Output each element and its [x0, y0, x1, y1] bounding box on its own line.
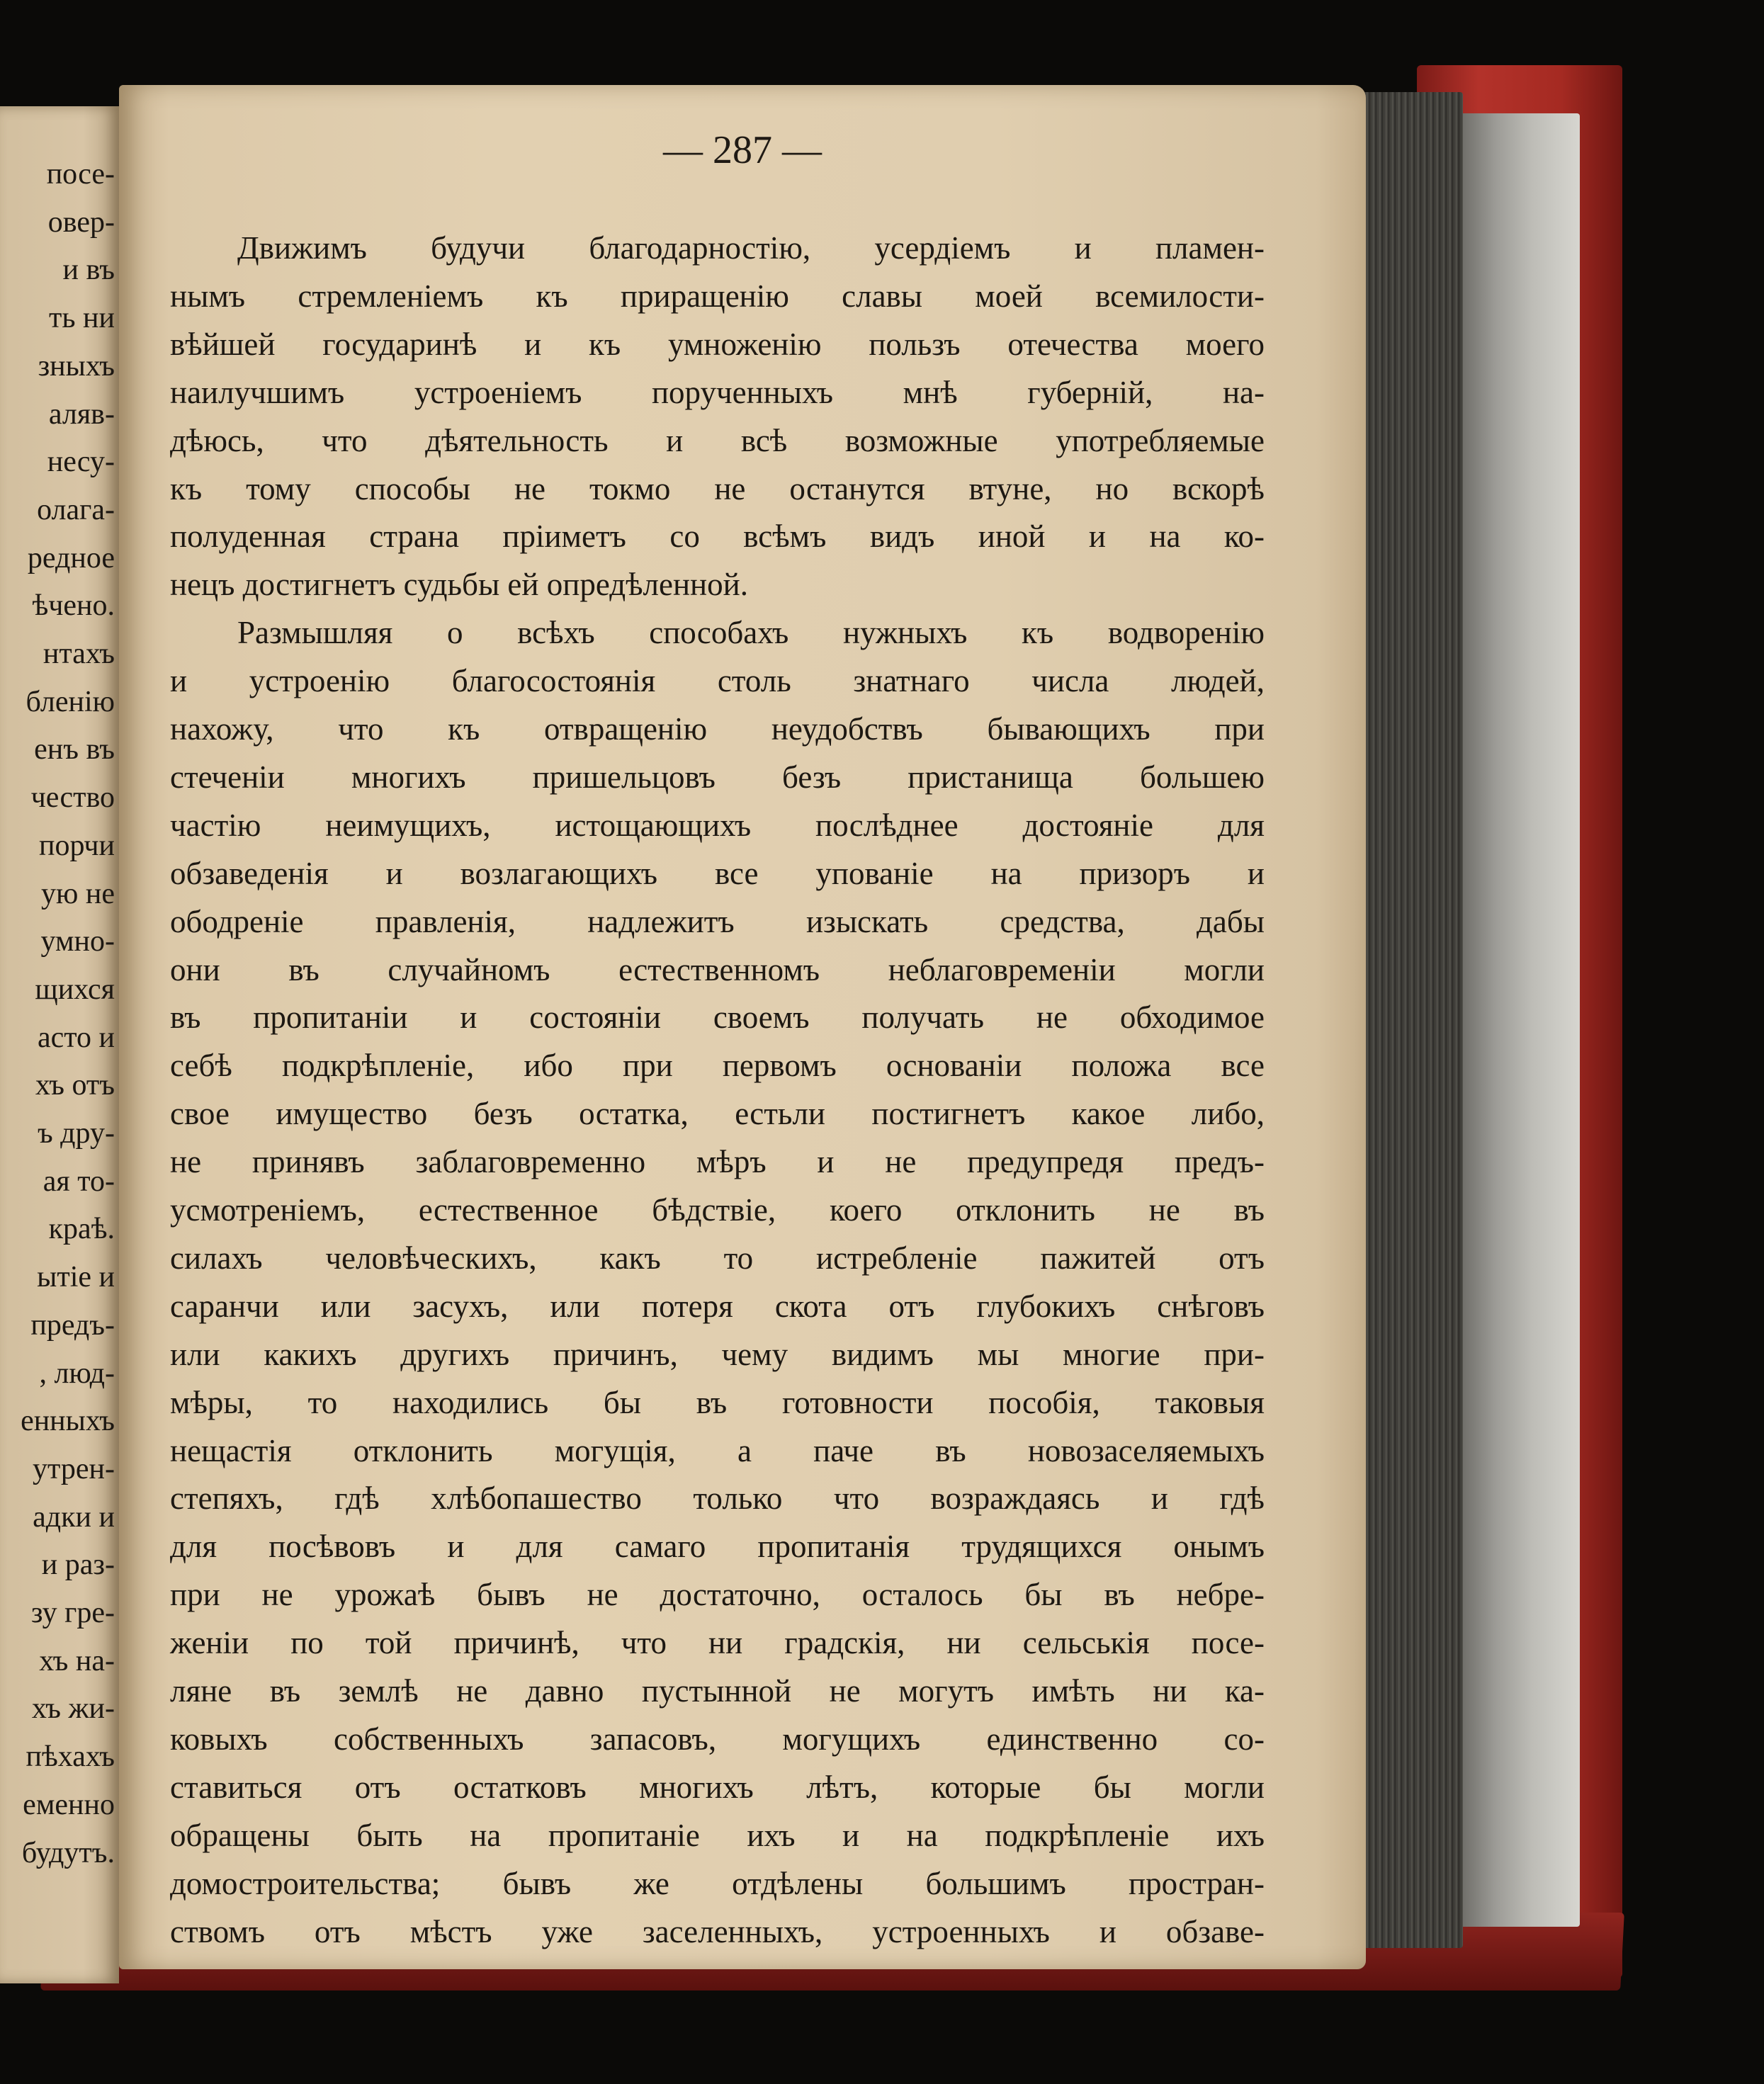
paragraph-first-line: Размышляя о всѣхъ способахъ нужныхъ къ водворенію — [237, 615, 1265, 651]
body-text-line: нецъ достигнетъ судьбы ей опредѣленной. — [170, 567, 748, 603]
left-page-line: порчи — [38, 829, 115, 862]
left-page-line: ъ дру- — [37, 1117, 115, 1150]
left-page-line: бленію — [26, 685, 115, 718]
body-text-line: не принявъ заблаговременно мѣръ и не предупредя предъ- — [170, 1144, 1265, 1180]
page-block-edge-light — [1459, 113, 1580, 1927]
body-text-line: нещастія отклонить могущія, а паче въ новозаселяемыхъ — [170, 1432, 1265, 1468]
body-text-line: полуденная страна пріиметъ со всѣмъ видъ иной и на ко- — [170, 519, 1265, 555]
left-page-line: еменно — [23, 1788, 115, 1821]
left-page-line: щихся — [35, 973, 115, 1006]
body-text-line: для посѣвовъ и для самаго пропитанія трудящихся онымъ — [170, 1529, 1265, 1565]
left-page-line: утрен- — [33, 1452, 115, 1485]
body-text-line: или какихъ другихъ причинъ, чему видимъ мы многие при- — [170, 1336, 1265, 1372]
left-page-line: адки и — [33, 1500, 115, 1534]
left-page-line: ая то- — [43, 1165, 115, 1198]
left-page-line: зу гре- — [30, 1597, 115, 1629]
body-text-line: наилучшимъ устроеніемъ порученныхъ мнѣ губерній, на- — [170, 374, 1265, 410]
left-page-line: будутъ. — [21, 1836, 115, 1869]
left-page-line: аляв- — [48, 397, 115, 431]
left-page-line: зныхъ — [38, 349, 115, 383]
left-page-line: и раз- — [41, 1548, 115, 1582]
body-text-line: усмотреніемъ, естественное бѣдствіе, коего отклонить не въ — [170, 1192, 1265, 1228]
body-text-line: свое имущество безъ остатка, естьли постигнетъ какое либо, — [170, 1096, 1265, 1132]
left-page-line: ую не — [41, 877, 115, 910]
left-page-line: несу- — [47, 446, 115, 479]
body-text-line: нымъ стремленіемъ къ приращенію славы моей всемилости- — [170, 278, 1265, 314]
left-page-line: овер- — [47, 205, 115, 239]
left-page-line: олага- — [37, 493, 115, 526]
left-page-line: енъ въ — [34, 733, 115, 766]
body-text-line: и устроенію благосостоянія столь знатнаго числа людей, — [170, 663, 1265, 699]
body-text-line: частію неимущихъ, истощающихъ послѣднее достояніе для — [170, 807, 1265, 843]
left-page-line: ѣчено. — [32, 589, 115, 623]
body-text-line: вѣйшей государинѣ и къ умноженію пользъ отечества моего — [170, 326, 1265, 362]
left-page-line: пѣхахъ — [26, 1740, 115, 1774]
left-page-line: умно- — [40, 925, 115, 958]
left-page-line: редное — [27, 541, 115, 574]
body-text-line: ставиться отъ остатковъ многихъ лѣтъ, которые бы могли — [170, 1769, 1265, 1805]
left-page-line: , люд- — [39, 1357, 115, 1390]
left-page-line: предъ- — [30, 1308, 115, 1342]
body-text-line: степяхъ, гдѣ хлѣбопашество только что возраждаясь и гдѣ — [170, 1480, 1265, 1517]
body-text-line: силахъ человѣческихъ, какъ то истребленіе пажитей отъ — [170, 1240, 1265, 1276]
body-text-line: женіи по той причинѣ, что ни градскія, ни сельськія посе- — [170, 1625, 1265, 1661]
body-text-line: домостроительства; бывъ же отдѣлены большимъ простран- — [170, 1865, 1265, 1901]
paragraph-first-line: Движимъ будучи благодарностію, усердіемъ и пламен- — [237, 230, 1265, 266]
left-page-line: краѣ. — [48, 1213, 115, 1246]
body-text-line: дѣюсь, что дѣятельность и всѣ возможные употребляемые — [170, 422, 1265, 458]
body-text-line: ковыхъ собственныхъ запасовъ, могущихъ единственно со- — [170, 1721, 1265, 1757]
body-text-line: при не урожаѣ бывъ не достаточно, осталось бы въ небре- — [170, 1577, 1265, 1613]
body-text-line: себѣ подкрѣпленіе, ибо при первомъ основаніи положа все — [170, 1048, 1265, 1084]
body-text-line: ствомъ отъ мѣстъ уже заселенныхъ, устроенныхъ и обзаве- — [170, 1913, 1265, 1949]
body-text-line: ободреніе правленія, надлежитъ изыскать средства, дабы — [170, 903, 1265, 939]
left-page-line: ытіе и — [37, 1261, 115, 1294]
body-text-line: ляне въ землѣ не давно пустынной не могутъ имѣть ни ка- — [170, 1673, 1265, 1709]
left-page-line: хъ отъ — [35, 1069, 115, 1102]
body-text-line: мѣры, то находились бы въ готовности пособія, таковыя — [170, 1384, 1265, 1420]
left-page-line: ть ни — [49, 302, 115, 335]
left-page-line: посе- — [46, 158, 115, 191]
body-text-line: саранчи или засухъ, или потеря скота отъ глубокихъ снѣговъ — [170, 1288, 1265, 1324]
left-page-line: енныхъ — [21, 1405, 115, 1438]
body-text-line: нахожу, что къ отвращенію неудобствъ бывающихъ при — [170, 711, 1265, 747]
left-page-fragment — [0, 106, 119, 1983]
body-text-line: обзаведенія и возлагающихъ все упованіе на призоръ и — [170, 855, 1265, 891]
body-text-line: въ пропитаніи и состояніи своемъ получать не обходимое — [170, 999, 1265, 1036]
page-number: — 287 — — [663, 128, 822, 172]
body-text-line: они въ случайномъ естественномъ неблаговременіи могли — [170, 951, 1265, 987]
left-page-line: нтахъ — [43, 638, 115, 670]
left-page-line: хъ на- — [39, 1644, 115, 1677]
left-page-line: и въ — [62, 254, 115, 287]
right-page — [119, 85, 1366, 1969]
left-page-line: чество — [30, 781, 115, 815]
left-page-line: хъ жи- — [31, 1692, 115, 1726]
body-text-line: обращены быть на пропитаніе ихъ и на подкрѣпленіе ихъ — [170, 1817, 1265, 1853]
body-text-line: стеченіи многихъ пришельцовъ безъ пристанища большею — [170, 759, 1265, 795]
left-page-line: асто и — [37, 1021, 115, 1054]
body-text-line: къ тому способы не токмо не останутся втуне, но вскорѣ — [170, 470, 1265, 506]
